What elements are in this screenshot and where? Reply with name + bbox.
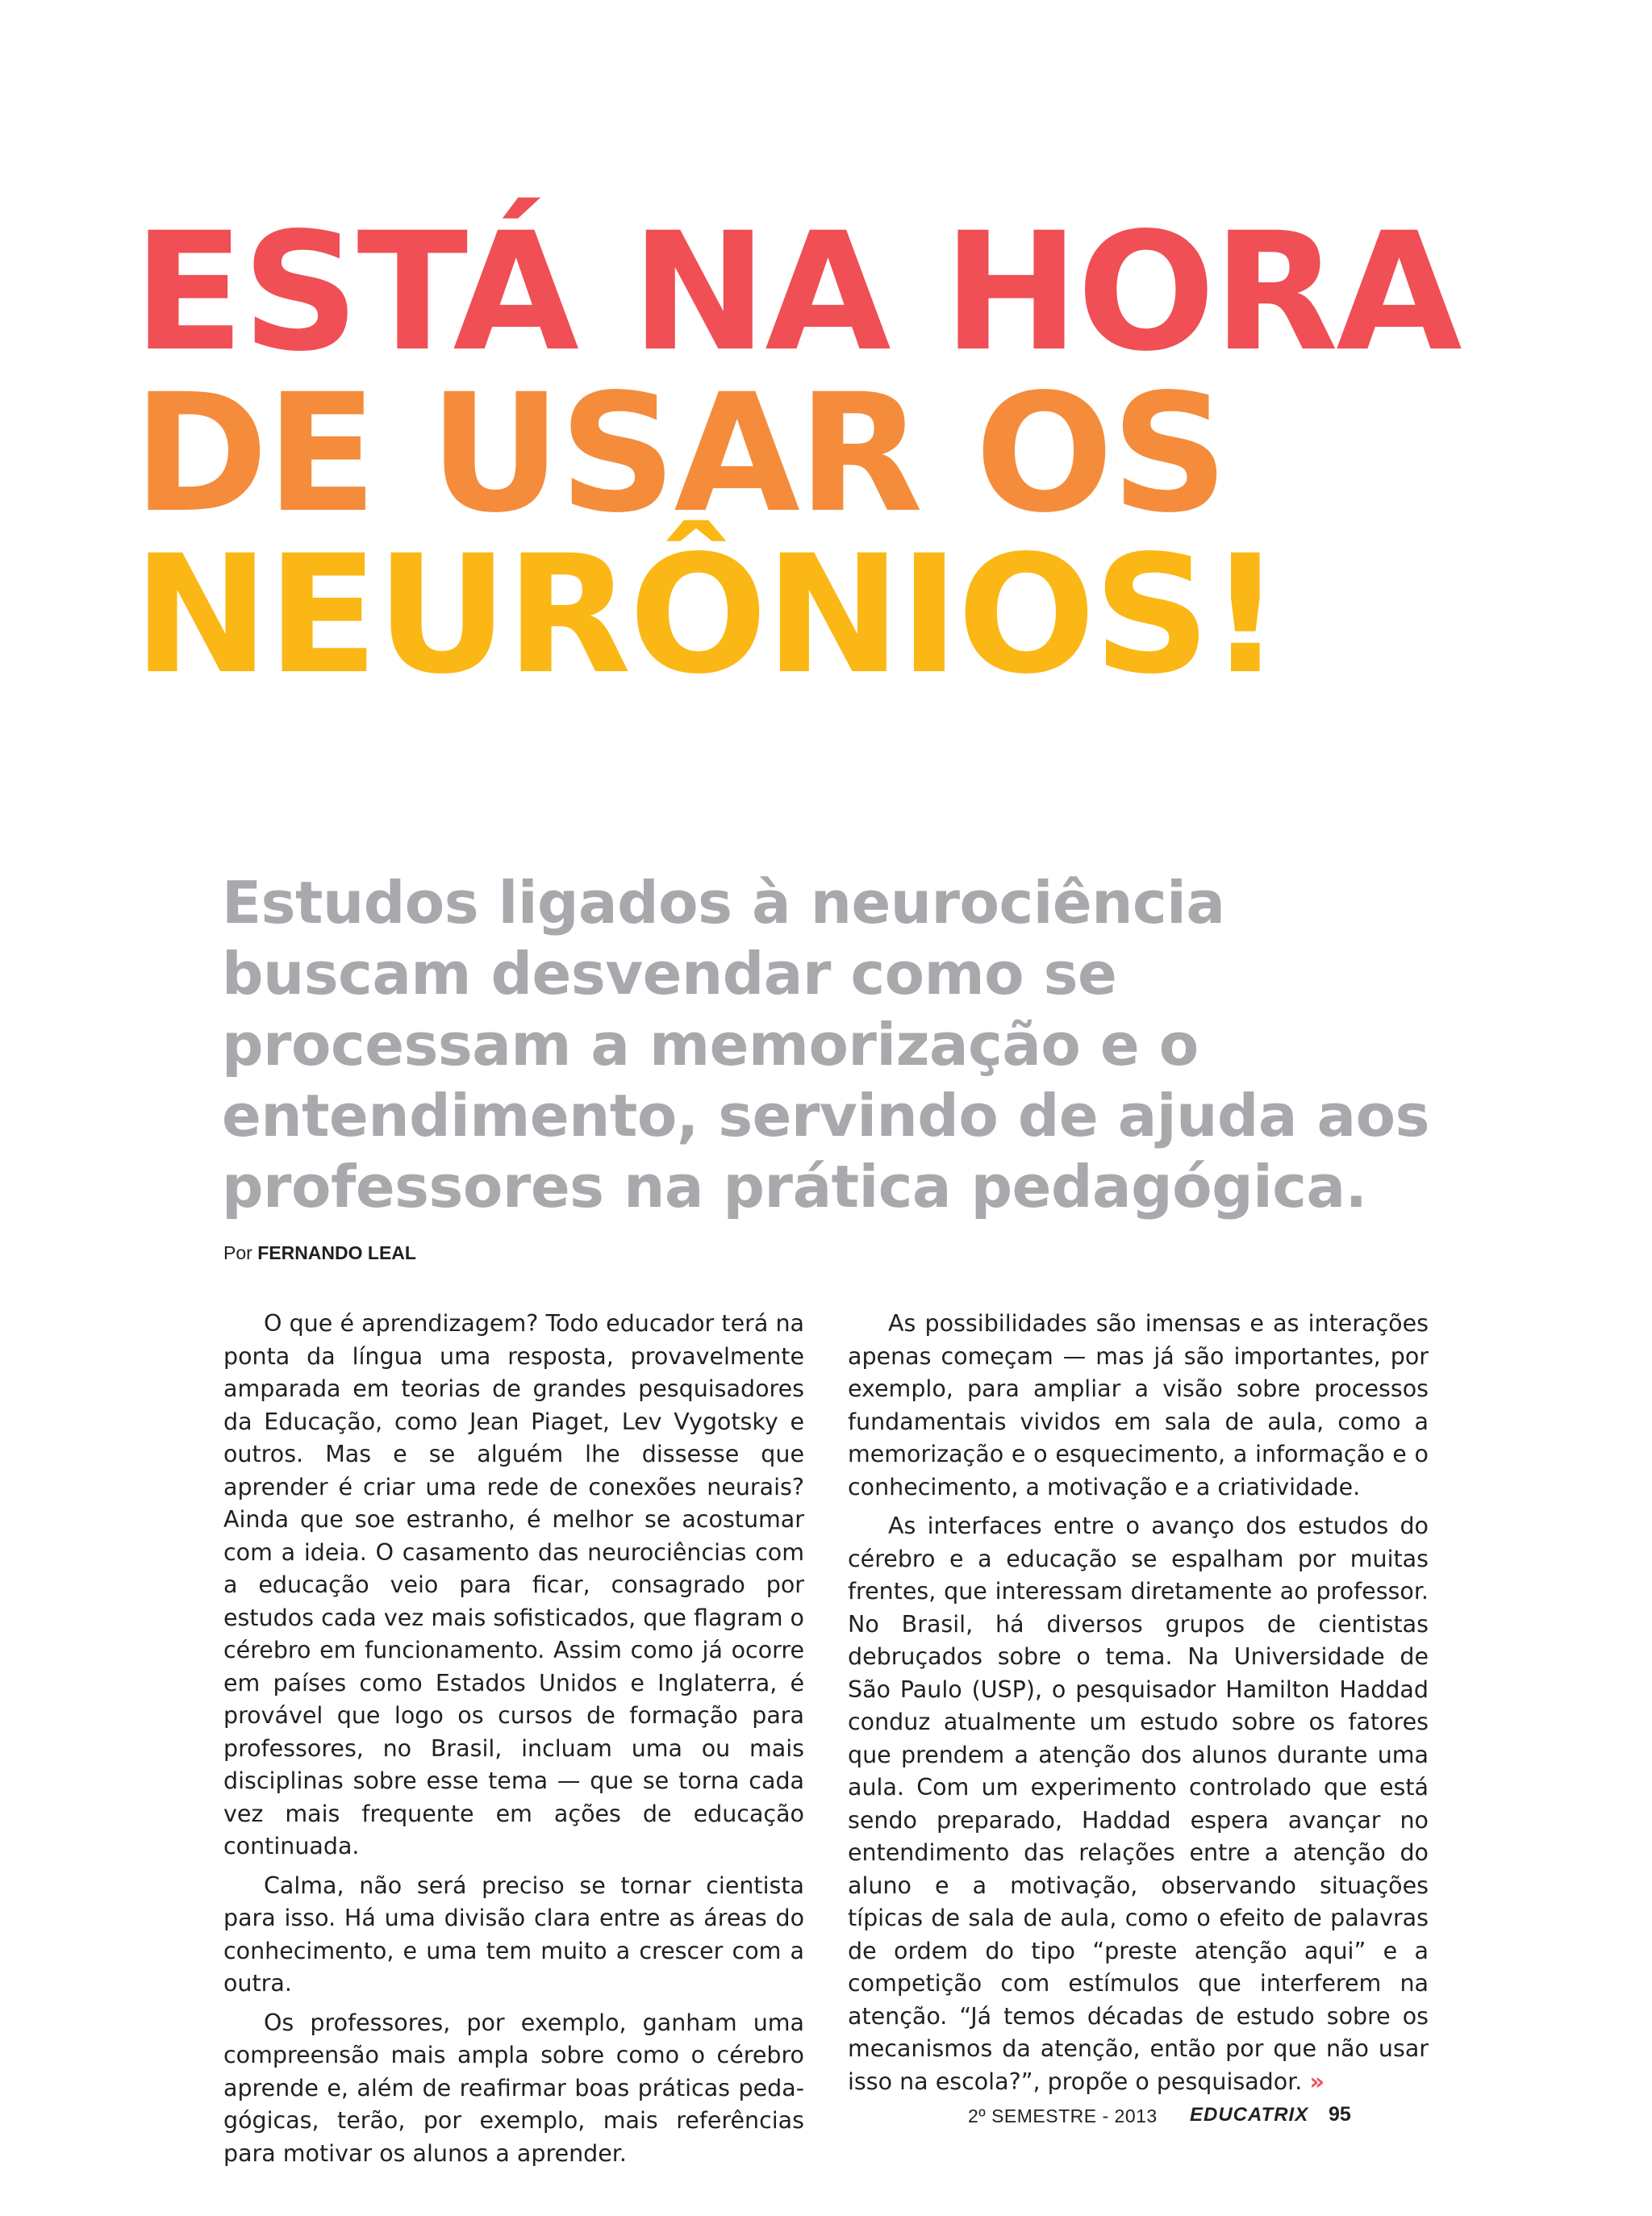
body-paragraph: Os professores, por exemplo, ganham uma compreensão mais ampla sobre como o cérebro aprende e, além de reafirmar boas práticas pedagógicas, terão, por exemplo, mais referências para motivar os alunos a aprender. [223,2009,804,2167]
headline-line-2: DE USAR OS [133,358,1226,549]
byline-prefix: Por [223,1242,252,1263]
footer-page-number: 95 [1329,2103,1351,2126]
byline [223,1242,416,1264]
deck-line-1: Estudos ligados à neurociência [222,869,1225,937]
body-column-right [848,1308,1429,2105]
headline-line-3: NEURÔNIOS! [133,520,1280,710]
end-of-article-mark: » [1309,2068,1325,2095]
body-column-left [223,1308,804,2176]
deck-line-2: buscam desvendar como se [222,940,1117,1008]
deck-line-4: entendimento, servindo de ajuda aos [222,1082,1429,1150]
body-paragraph-text: As interfaces entre o avanço dos estudos do cérebro e a educação se espalham por muitas frentes, que interessam diretamente ao professor. No Brasil, há diversos grupos de cientistas debruçados sobre o tema. Na Universidade de São Paulo (USP), o pesquisador Hamilton Haddad conduz atualmente um estudo sobre os fatores que prendem a atenção dos alunos durante uma aula. Com um experimento controlado que está sendo preparado, Haddad espera avançar no entendimento das relações entre a atenção do aluno e a motivação, observando situações típicas de sala de aula, como o efeito de palavras de ordem do tipo “preste atenção aqui” e a competição com estímulos que interferem na atenção. “Já temos décadas de estudo sobre os mecanismos da atenção, então por que não usar isso na escola?”, propõe o pesquisador. [848,1513,1429,2095]
body-paragraph: Calma, não será preciso se tornar cientista para isso. Há uma divisão clara entre as áreas do conhecimento, e uma tem muito a crescer com a outra. [223,1872,804,1997]
footer-magazine-logo: EDUCATRIX [1190,2104,1309,2126]
body-paragraph: As possibilidades são imensas e as interações apenas começam — mas já são importantes, por exemplo, para ampliar a visão sobre processos fundamentais vividos em sala de aula, como a memorização e o esquecimento, a informação e o conhecimento, a motivação e a criatividade. [848,1310,1429,1500]
article-deck [222,867,1432,1222]
byline-author: FERNANDO LEAL [257,1242,416,1263]
body-paragraph-last [848,1510,1429,2098]
footer-issue: 2º SEMESTRE - 2013 [968,2105,1158,2126]
deck-line-5: professores na prática pedagógica. [222,1153,1367,1221]
page-footer [968,2102,1363,2135]
body-paragraph: O que é aprendizagem? Todo educador terá na ponta da língua uma resposta, provavelmente amparada em teorias de grandes pesquisadores da Educação, como Jean Piaget, Lev Vygotsky e outros. Mas e se alguém lhe dissesse que aprender é criar uma rede de conexões neurais? Ainda que soe estranho, é melhor se acostumar com a ideia. O casamento das neurociências com a educação veio para ficar, consagrado por estudos cada vez mais sofisticados, que flagram o cérebro em funcionamento. Assim como já ocorre em países como Estados Unidos e Inglaterra, é provável que logo os cursos de formação para professores, no Brasil, incluam uma ou mais disciplinas sobre esse tema — que se torna cada vez mais frequente em ações de educação continuada. [223,1310,804,1859]
headline-line-1: ESTÁ NA HORA [133,197,1460,387]
deck-line-3: processam a memorização e o [222,1011,1199,1079]
article-headline [133,197,1633,710]
